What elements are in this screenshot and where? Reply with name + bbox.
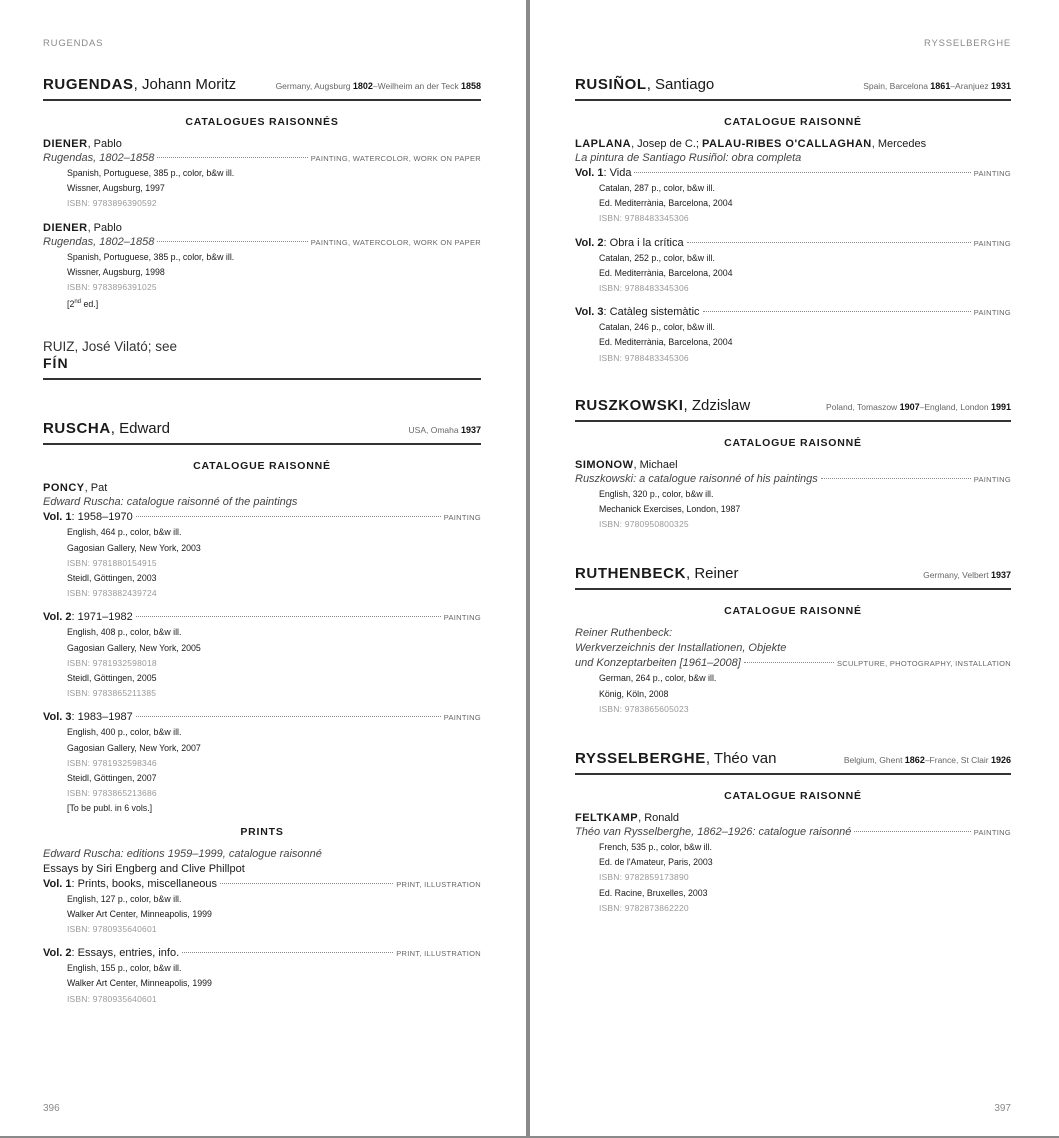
artist-heading: [43, 420, 481, 445]
isbn: ISBN: 9783896391025: [67, 282, 157, 293]
volume-label: Vol. 2: [575, 236, 604, 249]
publisher: Gagosian Gallery, New York, 2007: [67, 742, 201, 753]
leader-dots: [157, 241, 307, 242]
death-year: 1926: [990, 755, 1011, 766]
isbn: ISBN: 9788483345306: [599, 352, 689, 363]
right-page: [530, 0, 1059, 1136]
artist-name: [43, 420, 170, 437]
section-title: CATALOGUE RAISONNÉ: [724, 436, 862, 449]
isbn: ISBN: 9781932598018: [67, 657, 157, 668]
publication-details: [43, 625, 481, 701]
volume-entry: [43, 877, 481, 938]
language-pages: English, 464 p., color, b&w ill.: [67, 527, 182, 538]
volume-title: : Essays, entries, info.: [71, 947, 180, 960]
volume-title: : Catàleg sistemàtic: [603, 306, 700, 319]
language-pages: English, 320 p., color, b&w ill.: [599, 488, 714, 499]
media-label: PAINTING: [973, 828, 1011, 838]
artist-surname: RUSZKOWSKI: [575, 396, 684, 414]
author-given-name: , Pablo: [87, 221, 122, 234]
artist-heading: [575, 76, 1011, 101]
artist-heading: [575, 397, 1011, 422]
section-title: CATALOGUE RAISONNÉ: [724, 116, 862, 128]
artist-life-dates: [923, 570, 1011, 580]
volume-line: [575, 305, 1011, 320]
publication-details: [43, 725, 481, 816]
catalogue-title: Reiner Ruthenbeck:: [575, 627, 673, 640]
author-surname: PONCY: [43, 482, 85, 495]
volume-label: Vol. 1: [43, 511, 72, 524]
media-label: PAINTING: [443, 513, 481, 523]
catalogue-title-line: [575, 151, 1011, 166]
language-pages: German, 264 p., color, b&w ill.: [599, 673, 717, 684]
life-place: Germany, Velbert: [923, 570, 991, 581]
page-number: 396: [43, 1103, 60, 1114]
artist-life-dates: [863, 81, 1011, 91]
language-pages: French, 535 p., color, b&w ill.: [599, 842, 712, 853]
volume-label: Vol. 1: [43, 877, 72, 890]
leader-dots: [136, 616, 441, 617]
essays-credit: Essays by Siri Engberg and Clive Phillpot: [43, 862, 245, 875]
right-column: [575, 76, 1011, 925]
language-pages: Spanish, Portuguese, 385 p., color, b&w ill.: [67, 168, 235, 178]
leader-dots: [744, 662, 834, 663]
catalogue-title: Rugendas, 1802–1858: [43, 152, 155, 164]
isbn: ISBN: 9781932598346: [67, 757, 157, 768]
publisher: Ed. Mediterrània, Barcelona, 2004: [599, 267, 733, 278]
leader-dots: [854, 831, 970, 832]
isbn: ISBN: 9782859173890: [599, 872, 689, 883]
artist-heading: [575, 750, 1011, 775]
title-line: [575, 656, 1011, 671]
death-place: –France, St Clair: [924, 755, 991, 766]
publisher: Ed. Racine, Bruxelles, 2003: [599, 887, 708, 898]
language-pages: Spanish, Portuguese, 385 p., color, b&w ill.: [67, 251, 235, 262]
volume-title: : 1971–1982: [71, 611, 133, 624]
artist-given-name: , Théo van: [705, 750, 777, 768]
death-year: 1858: [460, 81, 481, 91]
volume-entry: [43, 946, 481, 1007]
life-place: USA, Omaha: [408, 425, 461, 436]
artist-surname: RUSIÑOL: [575, 76, 647, 93]
isbn: ISBN: 9783882439724: [67, 588, 157, 599]
left-page: [0, 0, 526, 1136]
publisher: Ed. Mediterrània, Barcelona, 2004: [599, 337, 733, 348]
catalogue-title: Ruszkowski: a catalogue raisonné of his paintings: [575, 472, 818, 485]
volume-line: [575, 236, 1011, 251]
death-place: –Weilheim an der Teck: [372, 81, 461, 91]
isbn: ISBN: 9782873862220: [599, 902, 689, 913]
catalogue-title: Edward Ruscha: catalogue raisonné of the paintings: [43, 496, 298, 509]
media-label: PAINTING: [973, 238, 1011, 248]
artist-given-name: , Johann Moritz: [133, 76, 237, 93]
leader-dots: [220, 883, 393, 884]
author: [43, 137, 481, 151]
artist-surname: RUSCHA: [43, 420, 111, 438]
language-pages: English, 408 p., color, b&w ill.: [67, 627, 182, 638]
volume-line: [43, 710, 481, 725]
language-pages: English, 400 p., color, b&w ill.: [67, 727, 182, 738]
artist-name: [575, 750, 776, 767]
publication-details: [43, 166, 481, 212]
media-label: PAINTING, WATERCOLOR, WORK ON PAPER: [310, 237, 481, 247]
author-given-name: , Pablo: [87, 138, 122, 150]
artist-given-name: , Santiago: [646, 76, 715, 93]
volume-line: [575, 166, 1011, 181]
media-label: SCULPTURE, PHOTOGRAPHY, INSTALLATION: [836, 659, 1011, 669]
volume-title: : Vida: [603, 167, 632, 179]
catalogue-title-line: [575, 626, 1011, 641]
section-title: CATALOGUE RAISONNÉ: [724, 790, 862, 803]
isbn: ISBN: 9780935640601: [67, 993, 157, 1004]
death-year: 1931: [990, 81, 1011, 91]
media-label: PAINTING: [443, 713, 481, 723]
birth-year: 1802: [352, 81, 373, 91]
volume-entry: [43, 610, 481, 701]
isbn: ISBN: 9780950800325: [599, 519, 689, 530]
author-surname: FELTKAMP: [575, 812, 639, 825]
leader-dots: [821, 478, 971, 479]
artist-entry-ruscha: [43, 420, 481, 1006]
publisher: Mechanick Exercises, London, 1987: [599, 504, 741, 515]
catalogue-title: Rugendas, 1802–1858: [43, 235, 155, 248]
volume-entry: [575, 305, 1011, 366]
language-pages: Catalan, 252 p., color, b&w ill.: [599, 252, 715, 263]
publisher: Steidl, Göttingen, 2005: [67, 672, 157, 683]
artist-surname: RUTHENBECK: [575, 565, 686, 583]
life-place: Poland, Tomaszow: [826, 401, 900, 412]
catalogue-title: La pintura de Santiago Rusiñol: obra completa: [575, 152, 802, 164]
artist-given-name: , Edward: [110, 420, 170, 438]
artist-heading: [575, 565, 1011, 590]
artist-given-name: , Zdzislaw: [683, 396, 751, 414]
author-surname: DIENER: [43, 221, 88, 234]
media-label: PAINTING, WATERCOLOR, WORK ON PAPER: [310, 154, 481, 163]
media-label: PRINT, ILLUSTRATION: [396, 879, 481, 889]
artist-name: [575, 565, 739, 582]
author: [43, 481, 481, 495]
artist-surname: RUGENDAS: [43, 76, 134, 93]
artist-life-dates: [826, 402, 1011, 412]
catalogue-title: Edward Ruscha: editions 1959–1999, catalogue raisonné: [43, 847, 322, 860]
title-line: [575, 472, 1011, 487]
volume-entry: [575, 166, 1011, 227]
title-line: [575, 825, 1011, 840]
volume-line: [43, 946, 481, 961]
edition-note-pre: [2: [67, 299, 75, 310]
publisher: Walker Art Center, Minneapolis, 1999: [67, 908, 212, 919]
death-place: –Aranjuez: [950, 81, 991, 91]
running-head: RUGENDAS: [43, 38, 104, 49]
isbn: ISBN: 9788483345306: [599, 213, 689, 224]
leader-dots: [687, 242, 971, 243]
section-title: CATALOGUE RAISONNÉ: [724, 605, 862, 618]
volume-title: : 1983–1987: [71, 711, 133, 724]
leader-dots: [136, 516, 441, 517]
language-pages: Catalan, 287 p., color, b&w ill.: [599, 183, 715, 193]
catalogue-title: Werkverzeichnis der Installationen, Objekte: [575, 642, 787, 655]
catalogue-title: Théo van Rysselberghe, 1862–1926: catalogue raisonné: [575, 826, 852, 839]
section-title: CATALOGUE RAISONNÉ: [193, 460, 331, 473]
artist-life-dates: [276, 81, 481, 91]
volume-label: Vol. 3: [43, 711, 72, 724]
leader-dots: [703, 311, 971, 312]
volume-line: [43, 877, 481, 892]
leader-dots: [182, 952, 393, 953]
publisher: König, Köln, 2008: [599, 688, 669, 699]
volume-label: Vol. 1: [575, 167, 604, 179]
artist-entry-rusinol: [575, 76, 1011, 366]
author-surname: DIENER: [43, 138, 88, 150]
publication-details: [575, 840, 1011, 916]
life-place: Spain, Barcelona: [863, 81, 931, 91]
edition-note: [To be publ. in 6 vols.]: [67, 803, 153, 814]
author: [575, 137, 1011, 151]
life-place: Belgium, Ghent: [843, 755, 905, 766]
volume-line: [43, 510, 481, 525]
catalogue-title: und Konzeptarbeiten [1961–2008]: [575, 657, 741, 670]
catalogue-entry: [43, 221, 481, 313]
publication-details: [575, 181, 1011, 227]
artist-entry-ruszkowski: [575, 397, 1011, 533]
author-surname: LAPLANA: [575, 138, 632, 150]
leader-dots: [157, 157, 307, 158]
see-reference-target[interactable]: FÍN: [43, 355, 69, 372]
author-given-name: , Mercedes: [871, 138, 927, 150]
publisher: Steidl, Göttingen, 2007: [67, 772, 157, 783]
isbn: ISBN: 9783865213686: [67, 788, 157, 799]
publisher: Ed. Mediterrània, Barcelona, 2004: [599, 198, 733, 209]
publication-details: [43, 892, 481, 938]
title-line: [43, 235, 481, 250]
author-given-name: , Josep de C.;: [631, 138, 702, 150]
artist-entry-ruthenbeck: [575, 565, 1011, 717]
volume-label: Vol. 2: [43, 611, 72, 624]
life-place: Germany, Augsburg: [275, 81, 353, 91]
artist-name: [43, 76, 236, 93]
publisher: Ed. de l'Amateur, Paris, 2003: [599, 857, 713, 868]
publisher: Gagosian Gallery, New York, 2005: [67, 642, 201, 653]
isbn: ISBN: 9783896390592: [67, 198, 157, 209]
edition-note: [67, 295, 481, 312]
artist-surname: RYSSELBERGHE: [575, 750, 706, 768]
volume-entry: [43, 510, 481, 601]
catalogue-entry: [43, 137, 481, 212]
artist-name: [575, 397, 750, 414]
birth-year: 1861: [930, 81, 951, 91]
volume-label: Vol. 3: [575, 306, 604, 319]
catalogue-title-line: [43, 847, 481, 862]
birth-year: 1937: [990, 570, 1011, 581]
catalogue-entry: [575, 626, 1011, 717]
publication-details: [575, 487, 1011, 533]
publication-details: [43, 525, 481, 601]
publication-details: [575, 320, 1011, 366]
volume-label: Vol. 2: [43, 947, 72, 960]
publication-details: [575, 251, 1011, 297]
leader-dots: [634, 172, 970, 173]
birth-year: 1907: [899, 401, 920, 412]
volume-entry: [43, 710, 481, 816]
section-title: CATALOGUES RAISONNÉS: [185, 116, 339, 128]
volume-title: : 1958–1970: [71, 511, 133, 524]
death-place: –England, London: [919, 401, 991, 412]
isbn: ISBN: 9781880154915: [67, 557, 157, 568]
running-head: RYSSELBERGHE: [923, 38, 1011, 49]
artist-entry-rugendas: [43, 76, 481, 312]
edition-note-sup: nd: [74, 299, 82, 306]
media-label: PAINTING: [443, 613, 481, 623]
page-number: 397: [994, 1103, 1011, 1114]
isbn: ISBN: 9783865605023: [599, 703, 689, 714]
birth-year: 1937: [460, 425, 481, 436]
publication-details: [575, 671, 1011, 717]
artist-entry-rysselberghe: [575, 750, 1011, 916]
media-label: PAINTING: [973, 169, 1011, 178]
language-pages: English, 127 p., color, b&w ill.: [67, 893, 182, 904]
volume-title: : Obra i la crítica: [603, 236, 684, 249]
artist-name: [575, 76, 714, 93]
birth-year: 1862: [904, 755, 925, 766]
volume-entry: [575, 236, 1011, 297]
artist-given-name: , Reiner: [686, 565, 739, 583]
artist-life-dates: [844, 755, 1011, 765]
volume-line: [43, 610, 481, 625]
edition-note-post: ed.]: [81, 299, 99, 310]
publisher: Gagosian Gallery, New York, 2003: [67, 542, 201, 553]
media-label: PRINT, ILLUSTRATION: [396, 949, 481, 959]
isbn: ISBN: 9783865211385: [67, 688, 157, 699]
publisher: Wissner, Augsburg, 1998: [67, 266, 165, 277]
author-given-name: , Pat: [84, 482, 108, 495]
language-pages: Catalan, 246 p., color, b&w ill.: [599, 322, 715, 333]
publisher: Wissner, Augsburg, 1997: [67, 183, 165, 194]
media-label: PAINTING: [973, 474, 1011, 484]
catalogue-entry: [575, 811, 1011, 916]
title-line: [43, 151, 481, 166]
author: [575, 811, 1011, 825]
author-given-name: , Ronald: [638, 812, 680, 825]
author: [575, 458, 1011, 472]
publisher: Walker Art Center, Minneapolis, 1999: [67, 978, 212, 989]
isbn: ISBN: 9780935640601: [67, 924, 157, 934]
author-surname: PALAU-RIBES O'CALLAGHAN: [702, 138, 872, 150]
see-reference-text: RUIZ, José Vilató; see: [43, 339, 178, 355]
artist-heading: [43, 76, 481, 101]
publication-details: [43, 250, 481, 313]
artist-life-dates: [409, 425, 481, 435]
cross-reference: [43, 338, 481, 380]
left-column: [43, 76, 481, 1016]
isbn: ISBN: 9788483345306: [599, 283, 689, 294]
author-surname: SIMONOW: [575, 458, 634, 471]
catalogue-entry: [575, 458, 1011, 533]
author: [43, 221, 481, 235]
catalogue-title-line: [43, 495, 481, 510]
section-title: PRINTS: [240, 825, 284, 838]
publisher: Steidl, Göttingen, 2003: [67, 572, 157, 583]
leader-dots: [136, 716, 441, 717]
media-label: PAINTING: [973, 308, 1011, 318]
catalogue-title-line: [575, 641, 1011, 656]
publication-details: [43, 961, 481, 1007]
volume-title: : Prints, books, miscellaneous: [71, 877, 218, 890]
death-year: 1991: [990, 401, 1011, 412]
author-given-name: , Michael: [633, 458, 678, 471]
language-pages: English, 155 p., color, b&w ill.: [67, 963, 182, 974]
